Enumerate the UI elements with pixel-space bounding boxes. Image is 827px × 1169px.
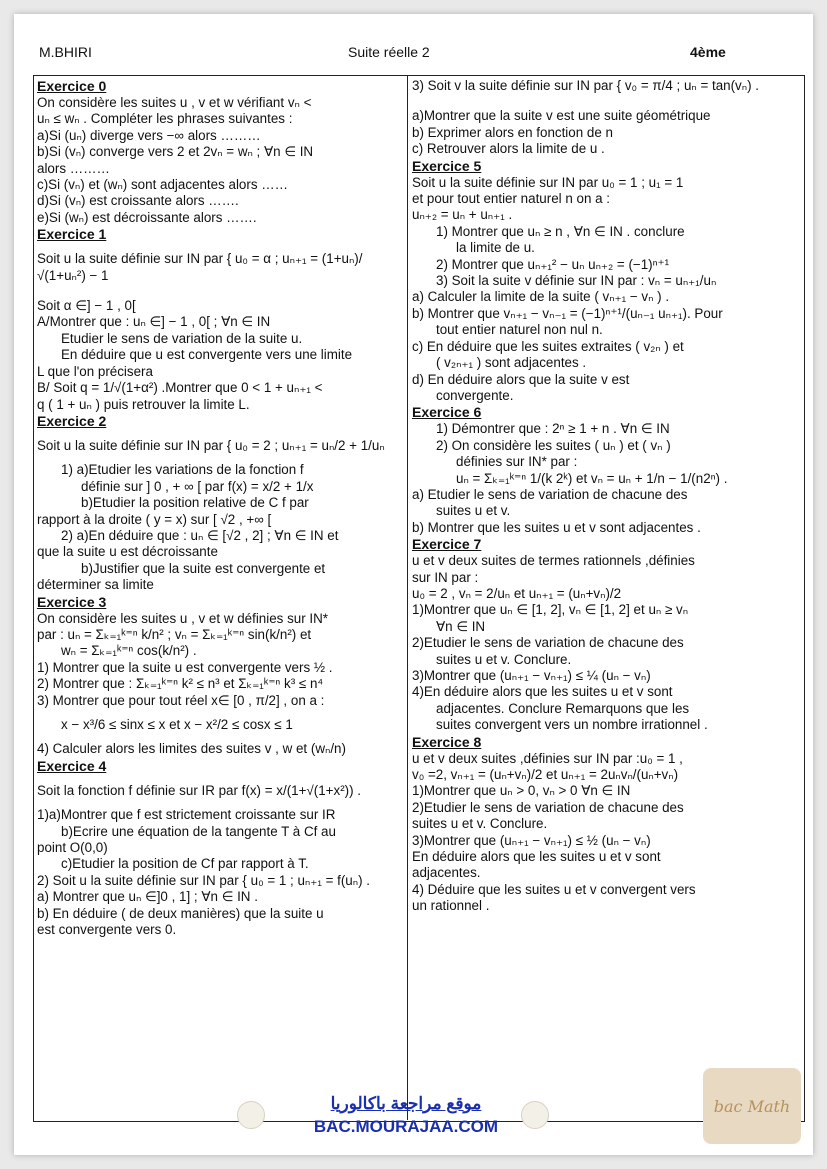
text-line: q ( 1 + uₙ ) puis retrouver la limite L. — [37, 396, 250, 412]
text-line: d) En déduire alors que la suite v est — [412, 371, 630, 387]
text-line: u₀ = 2 , vₙ = 2/uₙ et uₙ₊₁ = (uₙ+vₙ)/2 — [412, 585, 622, 601]
text-line: c) En déduire que les suites extraites ( v₂ₙ ) et — [412, 338, 684, 354]
site-url[interactable]: BAC.MOURAJAA.COM — [313, 1117, 499, 1136]
text-line: ( v₂ₙ₊₁ ) sont adjacentes . — [436, 355, 587, 371]
text-line: b) En déduire ( de deux manières) que la suite u — [37, 905, 324, 921]
text-line: a) Calculer la limite de la suite ( vₙ₊₁ − vₙ ) . — [412, 289, 670, 305]
text-line: que la suite u est décroissante — [37, 544, 218, 560]
text-line: 1) Montrer que la suite u est convergente vers ½ . — [37, 659, 333, 675]
text-line: 4)En déduire alors que les suites u et v sont — [412, 684, 673, 700]
text-line: u et v deux suites ,définies sur IN par :u₀ = 1 , — [412, 750, 683, 766]
text-line: a) Montrer que uₙ ∈]0 , 1] ; ∀n ∈ IN . — [37, 889, 258, 905]
author-name: M.BHIRI — [39, 44, 92, 60]
text-line: b)Si (vₙ) converge vers 2 et 2vₙ = wₙ ; ∀n ∈ IN — [37, 144, 314, 160]
spacer — [37, 430, 403, 438]
text-line: suites u et v. Conclure. — [436, 651, 572, 667]
text-line: wₙ = Σₖ₌₁ᵏ⁼ⁿ cos(k/n²) . — [61, 643, 197, 659]
text-line: On considère les suites u , v et w vérifiant vₙ < — [37, 95, 312, 110]
text-line: 2) a)En déduire que : uₙ ∈ [√2 , 2] ; ∀n ∈ IN et — [61, 527, 339, 543]
text-line: 1)a)Montrer que f est strictement croissante sur IR — [37, 807, 336, 823]
text-line: définies sur IN* par : — [456, 454, 578, 470]
text-line: alors ……… — [37, 160, 110, 176]
text-line: 2) On considère les suites ( uₙ ) et ( vₙ ) — [436, 437, 671, 453]
exercise-heading: Exercice 4 — [37, 757, 107, 774]
text-line: un rationnel . — [412, 898, 490, 914]
text-line: b)Etudier la position relative de C f par — [81, 495, 309, 511]
text-line: c)Si (vₙ) et (wₙ) sont adjacentes alors …… — [37, 177, 289, 193]
text-line: B/ Soit q = 1/√(1+α²) .Montrer que 0 < 1 + uₙ₊₁ < — [37, 380, 323, 396]
text-line: Etudier le sens de variation de la suite u. — [61, 330, 303, 346]
exercise-heading: Exercice 5 — [412, 157, 482, 174]
right-column — [412, 78, 800, 915]
text-line: suites u et v. — [436, 503, 511, 519]
text-line: suites convergent vers un nombre irrationnel . — [436, 717, 708, 733]
text-line: ∀n ∈ IN — [436, 618, 486, 634]
text-line: b)Justifier que la suite est convergente et — [81, 560, 326, 576]
text-line: En déduire alors que les suites u et v sont — [412, 849, 661, 865]
document-title: Suite réelle 2 — [348, 44, 430, 60]
text-line: d)Si (vₙ) est croissante alors ……. — [37, 193, 239, 209]
text-line: convergente. — [436, 387, 514, 403]
text-line: 1)Montrer que uₙ ∈ [1, 2], vₙ ∈ [1, 2] et uₙ ≥ vₙ — [412, 602, 689, 618]
text-line: tout entier naturel non nul n. — [436, 322, 603, 338]
exercise-heading: Exercice 6 — [412, 404, 482, 421]
site-icon-right — [521, 1101, 549, 1129]
spacer — [37, 454, 403, 462]
spacer — [37, 709, 403, 717]
text-line: 1) Démontrer que : 2ⁿ ≥ 1 + n . ∀n ∈ IN — [436, 421, 670, 437]
text-line: c) Retrouver alors la limite de u . — [412, 141, 605, 157]
text-line: 2) Montrer que uₙ₊₁² − uₙ uₙ₊₂ = (−1)ⁿ⁺¹ — [436, 256, 670, 272]
left-column — [37, 78, 403, 938]
exercise-heading: Exercice 7 — [412, 536, 482, 553]
text-line: sur IN par : — [412, 569, 479, 585]
text-line: a)Si (uₙ) diverge vers −∞ alors ……… — [37, 127, 261, 143]
text-line: c)Etudier la position de Cf par rapport à T. — [61, 856, 309, 872]
text-line: 1) a)Etudier les variations de la fonction f — [61, 462, 304, 478]
text-line: rapport à la droite ( y = x) sur [ √2 , +∞ [ — [37, 511, 272, 527]
text-line: 3) Soit v la suite définie sur IN par { v₀ = π/4 ; uₙ = tan(vₙ) . — [412, 78, 759, 93]
text-line: 3) Soit la suite v définie sur IN par : vₙ = uₙ₊₁/uₙ — [436, 273, 717, 289]
text-line: 1) Montrer que uₙ ≥ n , ∀n ∈ IN . conclure — [436, 223, 685, 239]
spacer — [37, 284, 403, 298]
exercise-heading: Exercice 1 — [37, 226, 107, 243]
text-line: 3) Montrer que pour tout réel x∈ [0 , π/2] , on a : — [37, 692, 325, 708]
bac-math-logo: bac Math — [703, 1068, 801, 1144]
text-line: 2) Montrer que : Σₖ₌₁ᵏ⁼ⁿ k² ≤ n³ et Σₖ₌₁ᵏ⁼ⁿ k³ ≤ n⁴ — [37, 676, 324, 692]
text-line: suites u et v. Conclure. — [412, 816, 548, 832]
text-line: Soit la fonction f définie sur IR par f(x) = x/(1+√(1+x²)) . — [37, 782, 362, 798]
spacer — [37, 775, 403, 783]
column-divider — [407, 75, 408, 1120]
text-line: et pour tout entier naturel n on a : — [412, 191, 611, 207]
text-line: 2)Etudier le sens de variation de chacune des — [412, 635, 684, 651]
text-line: Soit u la suite définie sur IN par u₀ = 1 ; u₁ = 1 — [412, 174, 684, 190]
text-line: 2)Etudier le sens de variation de chacune des — [412, 799, 684, 815]
text-line: définie sur ] 0 , + ∞ [ par f(x) = x/2 + 1/x — [81, 478, 314, 494]
spacer — [412, 94, 800, 108]
text-line: v₀ =2, vₙ₊₁ = (uₙ+vₙ)/2 et uₙ₊₁ = 2uₙvₙ/(uₙ+vₙ) — [412, 767, 679, 783]
text-line: a) Etudier le sens de variation de chacune des — [412, 486, 688, 502]
grade-label: 4ème — [690, 44, 726, 60]
text-line: On considère les suites u , v et w définies sur IN* — [37, 610, 329, 626]
text-line: est convergente vers 0. — [37, 922, 177, 938]
spacer — [37, 243, 403, 251]
text-line: point O(0,0) — [37, 840, 108, 856]
exercise-heading: Exercice 8 — [412, 733, 482, 750]
text-line: a)Montrer que la suite v est une suite géométrique — [412, 108, 711, 124]
text-line: 2) Soit u la suite définie sur IN par { u₀ = 1 ; uₙ₊₁ = f(uₙ) . — [37, 872, 370, 888]
text-line: la limite de u. — [456, 240, 535, 256]
text-line: L que l'on précisera — [37, 363, 153, 379]
text-line: 4) Déduire que les suites u et v convergent vers — [412, 881, 696, 897]
text-line: e)Si (wₙ) est décroissante alors ……. — [37, 209, 257, 225]
text-line: uₙ ≤ wₙ . Compléter les phrases suivantes : — [37, 111, 293, 127]
text-line: En déduire que u est convergente vers une limite — [61, 347, 353, 363]
text-line: uₙ₊₂ = uₙ + uₙ₊₁ . — [412, 207, 513, 223]
exercise-heading: Exercice 3 — [37, 593, 107, 610]
text-line: b) Exprimer alors en fonction de n — [412, 124, 613, 140]
text-line: A/Montrer que : uₙ ∈] − 1 , 0[ ; ∀n ∈ IN — [37, 314, 271, 330]
text-line: uₙ = Σₖ₌₁ᵏ⁼ⁿ 1/(k 2ᵏ) et vₙ = uₙ + 1/n − 1/(n2ⁿ) . — [456, 470, 728, 486]
text-line: 4) Calculer alors les limites des suites v , w et (wₙ/n) — [37, 741, 346, 757]
text-line: b) Montrer que les suites u et v sont adjacentes . — [412, 519, 701, 535]
text-line: adjacentes. Conclure Remarquons que les — [436, 700, 690, 716]
text-line: 3)Montrer que (uₙ₊₁ − vₙ₊₁) ≤ ½ (uₙ − vₙ) — [412, 832, 651, 848]
text-line: 1)Montrer que uₙ > 0, vₙ > 0 ∀n ∈ IN — [412, 783, 631, 799]
site-name-arabic[interactable]: موقع مراجعة باكالوريا — [330, 1094, 482, 1113]
exercise-heading: Exercice 0 — [37, 78, 107, 94]
text-line: 3)Montrer que (uₙ₊₁ − vₙ₊₁) ≤ ¼ (uₙ − vₙ) — [412, 668, 651, 683]
text-line: b)Ecrire une équation de la tangente T à Cf au — [61, 823, 336, 839]
text-line: x − x³/6 ≤ sinx ≤ x et x − x²/2 ≤ cosx ≤ 1 — [61, 717, 293, 732]
text-line: Soit u la suite définie sur IN par { u₀ = 2 ; uₙ₊₁ = uₙ/2 + 1/uₙ — [37, 437, 385, 453]
spacer — [37, 799, 403, 807]
text-line: par : uₙ = Σₖ₌₁ᵏ⁼ⁿ k/n² ; vₙ = Σₖ₌₁ᵏ⁼ⁿ sin(k/n²) et — [37, 626, 312, 642]
text-line: b) Montrer que vₙ₊₁ − vₙ₋₁ = (−1)ⁿ⁺¹/(uₙ₋₁ uₙ₊₁). Pour — [412, 305, 723, 321]
text-line: u et v deux suites de termes rationnels ,définies — [412, 553, 695, 569]
text-line: déterminer sa limite — [37, 577, 154, 593]
text-line: adjacentes. — [412, 865, 481, 881]
text-line: Soit α ∈] − 1 , 0[ — [37, 298, 136, 314]
text-line: Soit u la suite définie sur IN par { u₀ = α ; uₙ₊₁ = (1+uₙ)/√(1+uₙ²) − 1 — [37, 251, 363, 283]
spacer — [37, 733, 403, 741]
exercise-heading: Exercice 2 — [37, 412, 107, 429]
